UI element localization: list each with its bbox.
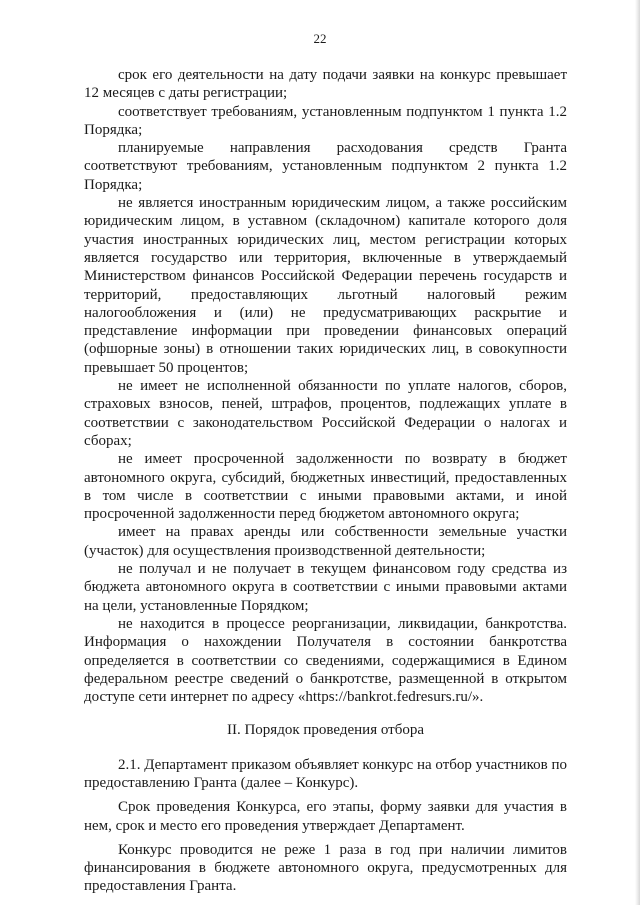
paragraph-requirements-sub2: планируемые направления расходования средств Гранта соответствуют требованиям, установленным подпунктом 2 пункта 1.2 Порядка; <box>84 140 567 193</box>
paragraph-no-tax-debt: не имеет не исполненной обязанности по уплате налогов, сборов, страховых взносов, пеней, штрафов, процентов, подлежащих уплате в соответствии с законодательством Российской Федерации о налогах и сборах; <box>84 378 567 449</box>
paragraph-requirements-sub1: соответствует требованиям, установленным подпунктом 1 пункта 1.2 Порядка; <box>84 103 567 138</box>
paragraph-not-foreign-entity: не является иностранным юридическим лицом, а также российским юридическим лицом, в уставном (складочном) капитале которого доля участия иностранных юридических лиц, местом регистрации которых является государство или территория, включенные в утверждаемый Министерством финансов Российской Федерации перечень государств и территорий, предоставляющих льготный налоговый режим налогообложения и (или) не предусматривающих раскрытие и представление информации при проведении финансовых операций (офшорные зоны) в отношении таких юридических лиц, в совокупности превышает 50 процентов; <box>84 195 567 376</box>
page-number: 22 <box>313 31 327 46</box>
paragraph-2-1: 2.1. Департамент приказом объявляет конкурс на отбор участников по предоставлению Гранта (далее – Конкурс). <box>84 756 567 791</box>
paragraph-no-other-funds: не получал и не получает в текущем финансовом году средства из бюджета автономного округа в соответствии с иными правовыми актами на цели, установленные Порядком; <box>84 561 567 614</box>
paragraph-land-plots: имеет на правах аренды или собственности земельные участки (участок) для осуществления производственной деятельности; <box>84 524 567 559</box>
paragraph-registration-term: срок его деятельности на дату подачи заявки на конкурс превышает 12 месяцев с даты регистрации; <box>84 67 567 102</box>
scan-edge-shadow <box>635 0 640 905</box>
paragraph-no-overdue-budget-debt: не имеет просроченной задолженности по возврату в бюджет автономного округа, субсидий, бюджетных инвестиций, предоставленных в том числе в соответствии с иными правовыми актами, и иной просроченной задолженности перед бюджетом автономного округа; <box>84 451 567 523</box>
paragraph-no-bankruptcy: не находится в процессе реорганизации, ликвидации, банкротства. Информация о нахождении Получателя в состоянии банкротства определяется в соответствии со сведениями, содержащимися в Едином федеральном реестре сведений о банкротстве, размещенной в открытом доступе сети интернет по адресу «https://bankrot.fedresurs.ru/». <box>84 615 567 706</box>
document-body <box>84 66 567 896</box>
paragraph-contest-schedule: Срок проведения Конкурса, его этапы, форму заявки для участия в нем, срок и место его проведения утверждает Департамент. <box>84 799 567 834</box>
section-heading: II. Порядок проведения отбора <box>226 722 424 739</box>
paragraph-contest-frequency: Конкурс проводится не реже 1 раза в год при наличии лимитов финансирования в бюджете автономного округа, предусмотренных для предоставления Гранта. <box>84 841 567 895</box>
